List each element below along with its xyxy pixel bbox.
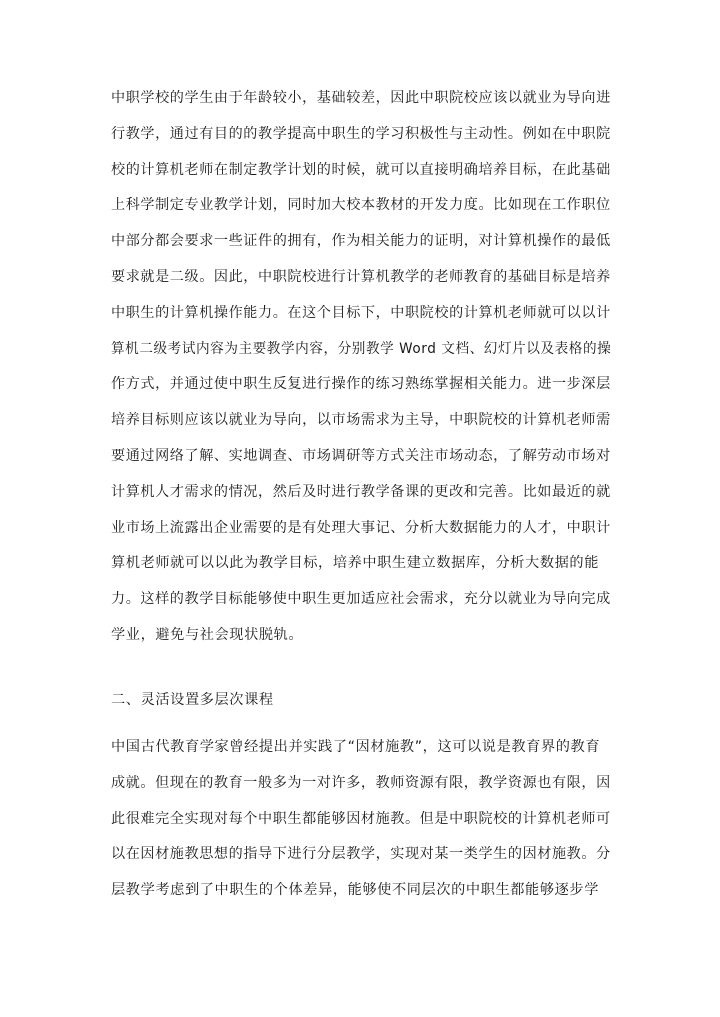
section-heading: [111, 682, 611, 718]
text-line: 力。这样的教学目标能够使中职生更加适应社会需求，充分以就业为导向完成: [111, 591, 611, 608]
text-line: 校的计算机老师在制定教学计划的时候，就可以直接明确培养目标，在此基础: [111, 161, 611, 178]
text-line: 培养目标则应该以就业为导向，以市场需求为主导，中职院校的计算机老师需: [111, 412, 611, 429]
text-line: 算机老师就可以以此为教学目标，培养中职生建立数据库，分析大数据的能: [111, 555, 599, 572]
text-line: 层教学考虑到了中职生的个体差异，能够使不同层次的中职生都能够逐步学: [111, 882, 599, 899]
text-line: 计算机人才需求的情况，然后及时进行教学备课的更改和完善。比如最近的就: [111, 483, 611, 500]
text-line: 中职生的计算机操作能力。在这个目标下，中职院校的计算机老师就可以以计: [111, 304, 611, 321]
text-line: 业市场上流露出企业需要的是有处理大事记、分析大数据能力的人才，中职计: [111, 519, 611, 536]
section-heading-text: 二、灵活设置多层次课程: [111, 692, 274, 708]
text-line: 学业，避免与社会现状脱轨。: [111, 626, 304, 643]
text-line: 中国古代教育学家曾经提出并实践了“因材施教”，这可以说是教育界的教育: [111, 739, 601, 755]
text-line: 中职学校的学生由于年龄较小，基础较差，因此中职院校应该以就业为导向进: [111, 90, 611, 106]
paragraph-teaching-by-aptitude: [111, 730, 611, 909]
text-line: 要通过网络了解、实地调查、市场调研等方式关注市场动态，了解劳动市场对: [111, 447, 611, 464]
text-line: 行教学，通过有目的的教学提高中职生的学习积极性与主动性。例如在中职院: [111, 125, 611, 142]
text-line: 中部分都会要求一些证件的拥有，作为相关能力的证明，对计算机操作的最低: [111, 233, 611, 250]
text-line: 要求就是二级。因此，中职院校进行计算机教学的老师教育的基础目标是培养: [111, 268, 611, 285]
text-line: 成就。但现在的教育一般多为一对许多，教师资源有限，教学资源也有限，因: [111, 774, 611, 791]
text-line: 上科学制定专业教学计划，同时加大校本教材的开发力度。比如现在工作职位: [111, 197, 611, 214]
text-line: 以在因材施教思想的指导下进行分层教学，实现对某一类学生的因材施教。分: [111, 846, 611, 863]
text-line: 算机二级考试内容为主要教学内容，分别教学 Word 文档、幻灯片以及表格的操: [111, 340, 612, 357]
paragraph-employment-oriented-teaching: [111, 81, 611, 654]
text-line: 此很难完全实现对每个中职生都能够因材施教。但是中职院校的计算机老师可: [111, 810, 611, 827]
text-line: 作方式，并通过使中职生反复进行操作的练习熟练掌握相关能力。进一步深层: [111, 376, 611, 393]
